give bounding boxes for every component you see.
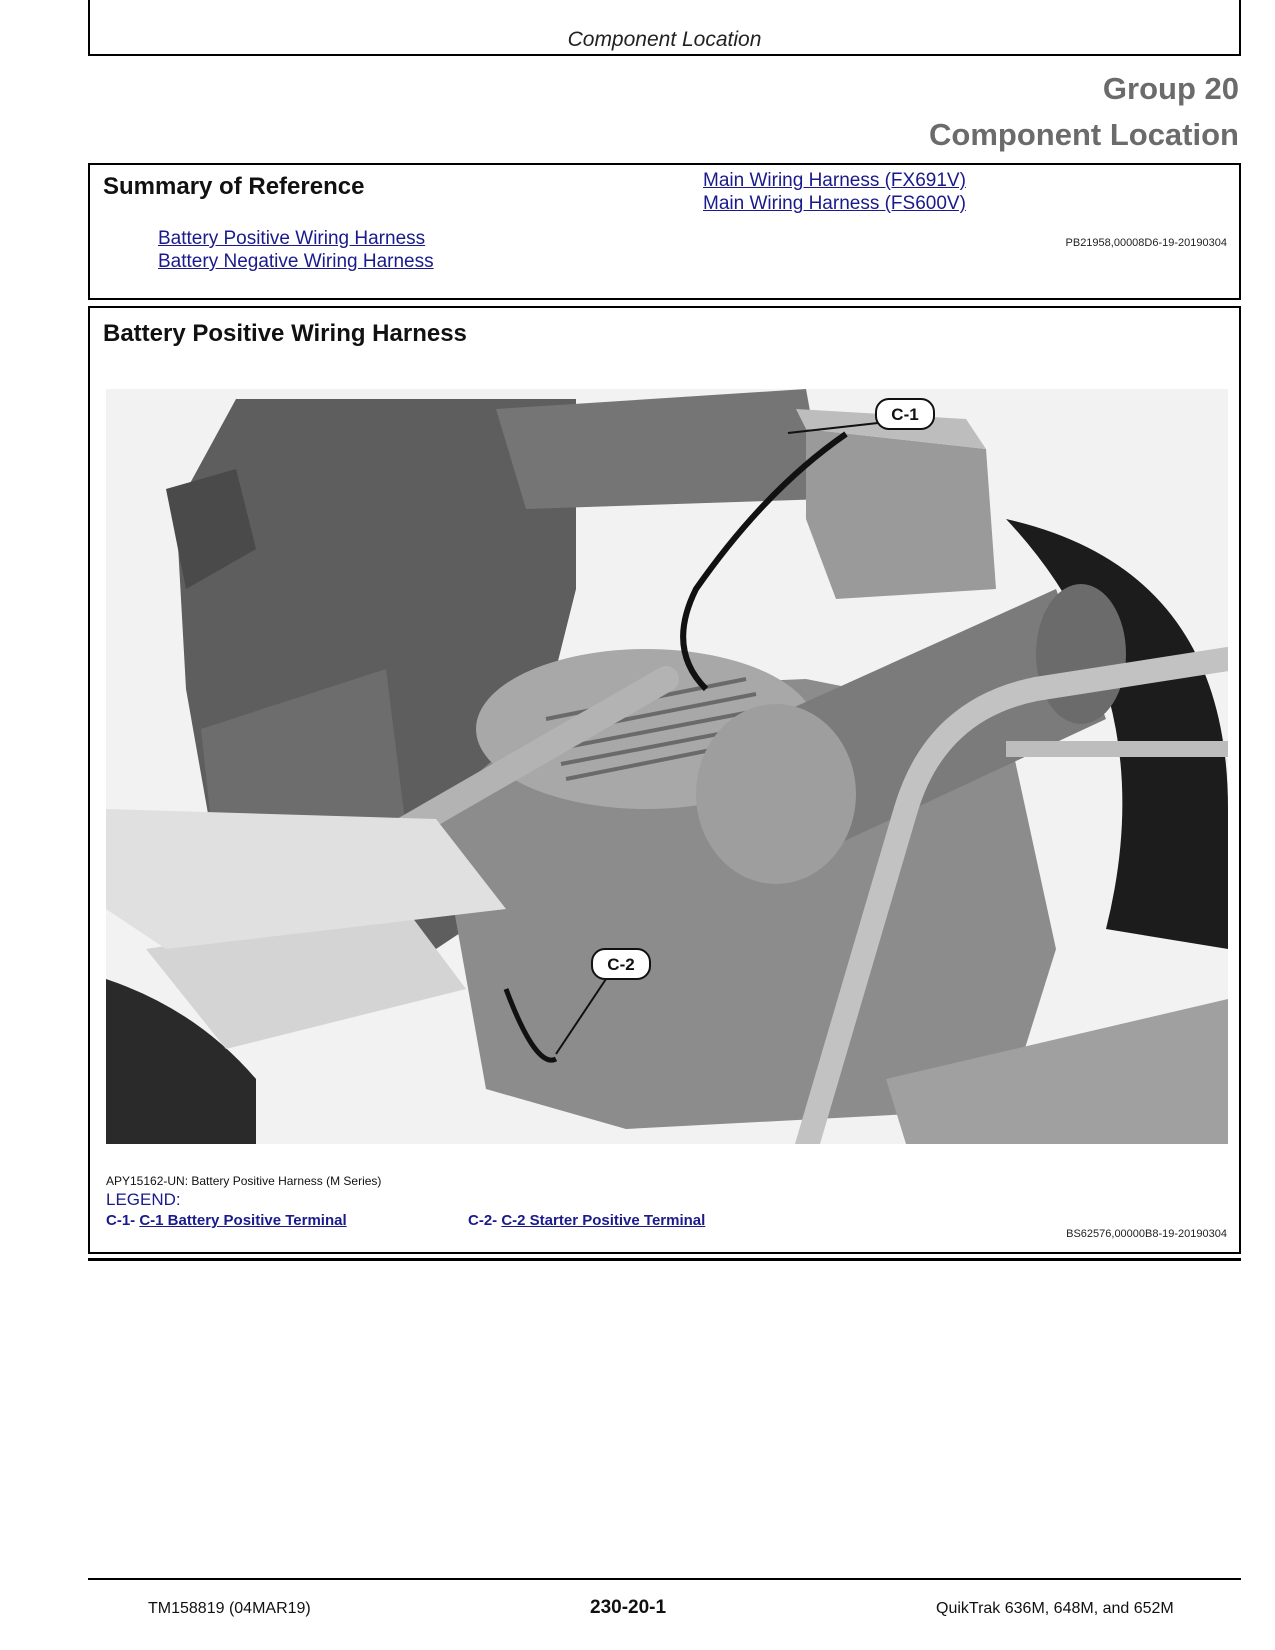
summary-of-reference-box (88, 163, 1241, 300)
legend-item-c2[interactable] (468, 1212, 705, 1229)
group-subtitle: Component Location (929, 117, 1239, 152)
summary-heading: Summary of Reference (103, 173, 365, 200)
legend-link-c1[interactable]: C-1 Battery Positive Terminal (139, 1212, 347, 1229)
battery-reference-code: BS62576,00000B8-19-20190304 (1066, 1228, 1227, 1240)
section-bottom-rule (88, 1258, 1241, 1261)
callout-c2-label: C-2 (607, 955, 635, 974)
footer-rule (88, 1578, 1241, 1580)
battery-positive-section (88, 306, 1241, 1254)
footer-model-names: QuikTrak 636M, 648M, and 652M (936, 1600, 1174, 1617)
figure-caption: APY15162-UN: Battery Positive Harness (M Series) (106, 1174, 382, 1188)
group-title (929, 66, 1239, 158)
link-battery-negative-harness[interactable]: Battery Negative Wiring Harness (158, 251, 434, 272)
callout-c1-label: C-1 (891, 405, 919, 424)
footer-page-number: 230-20-1 (590, 1597, 667, 1618)
link-battery-positive-harness[interactable]: Battery Positive Wiring Harness (158, 228, 426, 249)
running-header-title: Component Location (567, 28, 762, 51)
summary-reference-code: PB21958,00008D6-19-20190304 (1065, 237, 1227, 249)
running-header (88, 0, 1241, 56)
group-number: Group 20 (1102, 71, 1239, 106)
battery-section-heading: Battery Positive Wiring Harness (103, 320, 467, 347)
engine-illustration (106, 389, 1228, 1144)
link-main-harness-fs600v[interactable]: Main Wiring Harness (FS600V) (703, 193, 966, 214)
link-main-harness-fx691v[interactable]: Main Wiring Harness (FX691V) (703, 170, 966, 191)
legend-item-c1[interactable] (106, 1212, 347, 1229)
engine-illustration-svg (106, 389, 1228, 1144)
legend-link-c2[interactable]: C-2 Starter Positive Terminal (501, 1212, 706, 1229)
legend-code-c2: C-2- (468, 1212, 498, 1229)
legend-title: LEGEND: (106, 1190, 181, 1209)
footer-manual-id: TM158819 (04MAR19) (148, 1600, 311, 1617)
legend-code-c1: C-1- (106, 1212, 136, 1229)
